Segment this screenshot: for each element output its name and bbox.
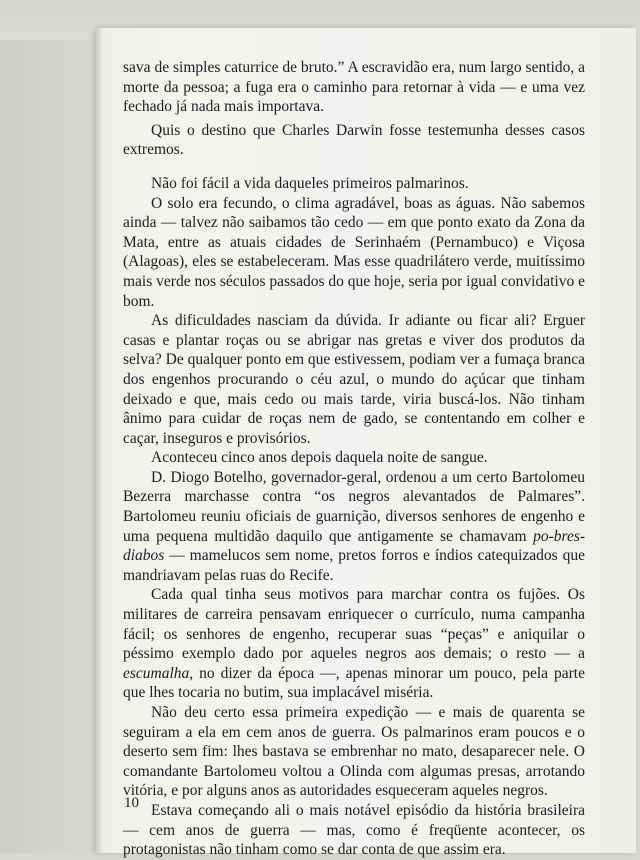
paragraph-7: [123, 468, 585, 586]
page-number: 10: [124, 795, 139, 811]
paragraph-8-text: Cada qual tinha seus motivos para marchar contra os fujões. Os militares de carreira pensavam enriquecer o currículo, numa campanha fácil; os senhores de engenho, recuperar suas “peças” e aniquilar o péssimo exemplo dado por aqueles negros aos demais; o resto — a: [123, 586, 585, 663]
paragraph-3: Não foi fácil a vida daqueles primeiros palmarinos.: [151, 174, 469, 192]
paragraph-10: Estava começando ali o mais notável episódio da história brasileira — cem anos de guerra — mas, como é freqüente acontecer, os protagonistas não tinham como se dar conta de que assim era.: [123, 801, 585, 859]
body-text: [123, 58, 585, 860]
paragraph-1: sava de simples caturrice de bruto.” A escravidão era, num largo sentido, a morte da pessoa; a fuga era o caminho para retornar à vida — e uma vez fechado já nada mais importava.: [123, 59, 585, 116]
page-gutter-edge: [96, 28, 102, 853]
paragraph-7-text: D. Diogo Botelho, governador-geral, ordenou a um certo Bartolomeu Bezerra marchasse contra “os negros alevantados de Palmares”. Bartolomeu reuniu oficiais de guarnição, diversos senhores de engenho e uma pequena multidão daquilo que antigamente se chamavam: [123, 468, 585, 545]
paragraph-7-italic-po: po-: [533, 527, 554, 545]
paragraph-6: Aconteceu cinco anos depois daquela noite de sangue.: [151, 449, 488, 467]
paragraph-8-tail: , no dizer da época —, apenas minorar um pouco, pela parte que lhes tocaria no butim, sua implacável miséria.: [123, 664, 585, 702]
paragraph-4: O solo era fecundo, o clima agradável, boas as águas. Não sabemos ainda — talvez não saibamos tão cedo — em que ponto exato da Zona da Mata, entre as atuais cidades de Serinhaém (Pernambuco) e Viçosa (Alagoas), eles se estabeleceram. Mas esse quadrilátero verde, muitíssimo mais verde nos séculos passados do que hoje, seria por igual convidativo e bom.: [123, 194, 585, 310]
paragraph-8-italic: escumalha: [123, 664, 190, 682]
paragraph-8: [123, 585, 585, 703]
paragraph-7-tail: — mamelucos sem nome, pretos forros e índios catequizados que mandriavam pelas ruas do Recife.: [123, 547, 585, 584]
paragraph-9: Não deu certo essa primeira expedição — e mais de quarenta se seguiram a ela em cem anos de guerra. Os palmarinos eram poucos e o deserto sem fim: lhes bastava se embrenhar no mato, desaparecer nele. O comandante Bartolomeu voltou a Olinda com algumas presas, arrotando vitória, e por alguns anos as autoridades esqueceram aqueles negros.: [123, 704, 585, 800]
paragraph-7-italic-bres: bres-diabos: [123, 527, 586, 565]
paragraph-5: As dificuldades nasciam da dúvida. Ir adiante ou ficar ali? Erguer casas e plantar roças ou se abrigar nas gretas e viver dos produtos da selva? De qualquer ponto em que estivessem, podiam ver a fumaça branca dos engenhos procurando o céu azul, o mundo do açúcar que tinham deixado e que, mais cedo ou mais tarde, viria buscá-los. Não tinham ânimo para cuidar de roças nem de gado, se contentando em colher e caçar, inseguros e provisórios.: [123, 312, 585, 447]
paragraph-2: Quis o destino que Charles Darwin fosse testemunha desses casos extremos.: [123, 121, 585, 159]
